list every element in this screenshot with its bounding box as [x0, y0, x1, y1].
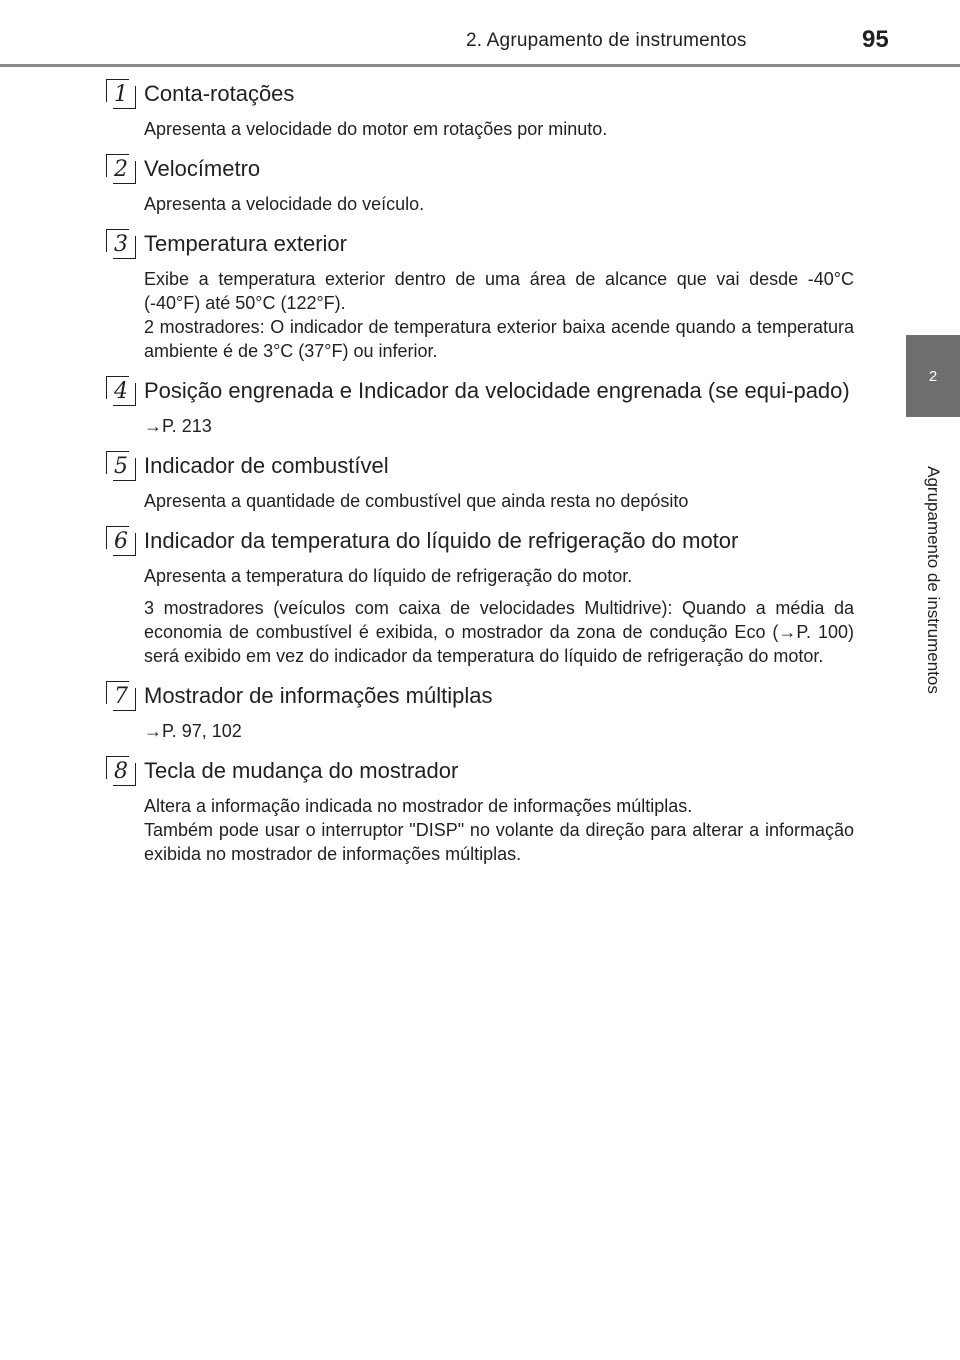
page-reference[interactable]: [144, 414, 854, 438]
item-title: Mostrador de informações múltiplas: [144, 683, 493, 708]
item-description: Apresenta a velocidade do motor em rotações por minuto.: [144, 119, 608, 139]
item-number-badge: 2: [106, 154, 136, 184]
item-description: 2 mostradores: O indicador de temperatura exterior baixa acende quando a temperatura ambiente é de 3°C (37°F) ou inferior.: [144, 317, 854, 361]
item-description: Também pode usar o interruptor "DISP" no volante da direção para alterar a informação exibida no mostrador de informações múltiplas.: [144, 820, 854, 864]
list-item: [106, 153, 854, 216]
list-item: [106, 450, 854, 513]
item-number-badge: 5: [106, 451, 136, 481]
item-title: Indicador da temperatura do líquido de refrigeração do motor: [144, 528, 739, 553]
page-reference[interactable]: [144, 719, 854, 743]
item-title: Temperatura exterior: [144, 231, 347, 256]
item-number-badge: 7: [106, 681, 136, 711]
list-item: [106, 228, 854, 363]
item-number-badge: 1: [106, 79, 136, 109]
item-description-part: P. 100) será exibido em vez do indicador da temperatura do líquido de refrigeração do motor.: [144, 622, 855, 666]
arrow-right-icon: →: [778, 622, 797, 642]
item-number-badge: 3: [106, 229, 136, 259]
item-title: Conta-rotações: [144, 81, 295, 106]
item-description: Apresenta a quantidade de combustível que ainda resta no depósito: [144, 491, 689, 511]
list-item: [106, 755, 854, 866]
item-title: Posição engrenada e Indicador da velocidade engrenada (se equi-pado): [144, 378, 850, 403]
page-number: 95: [862, 26, 889, 53]
item-description: Exibe a temperatura exterior dentro de uma área de alcance que vai desde -40°C (-40°F) até 50°C (122°F).: [144, 269, 854, 313]
chapter-tab-label: Agrupamento de instrumentos: [924, 466, 943, 694]
item-title: Tecla de mudança do mostrador: [144, 758, 459, 783]
page-reference-text: P. 97, 102: [162, 721, 242, 741]
chapter-tab[interactable]: [906, 335, 960, 417]
item-title: Indicador de combustível: [144, 453, 389, 478]
list-item: [106, 375, 854, 438]
instrument-list: [106, 78, 854, 878]
item-description-part: 3 mostradores (veículos com caixa de velocidades Multidrive): Quando a média da economia de combustível é exibida, o mostrador da zona de condução Eco (: [144, 598, 854, 642]
item-description: [144, 596, 854, 668]
list-item: [106, 680, 854, 743]
item-number-badge: 8: [106, 756, 136, 786]
item-description: Apresenta a temperatura do líquido de refrigeração do motor.: [144, 566, 633, 586]
list-item: [106, 78, 854, 141]
running-header-title: 2. Agrupamento de instrumentos: [466, 30, 747, 51]
arrow-right-icon: →: [144, 416, 162, 436]
item-description: Apresenta a velocidade do veículo.: [144, 194, 425, 214]
item-description: Altera a informação indicada no mostrador de informações múltiplas.: [144, 796, 693, 816]
chapter-tab-number: 2: [928, 367, 938, 385]
page-reference-text: P. 213: [162, 416, 212, 436]
arrow-right-icon: →: [144, 721, 162, 741]
item-title: Velocímetro: [144, 156, 261, 181]
item-number-badge: 6: [106, 526, 136, 556]
list-item: [106, 525, 854, 668]
item-number-badge: 4: [106, 376, 136, 406]
header-divider: [0, 64, 960, 67]
